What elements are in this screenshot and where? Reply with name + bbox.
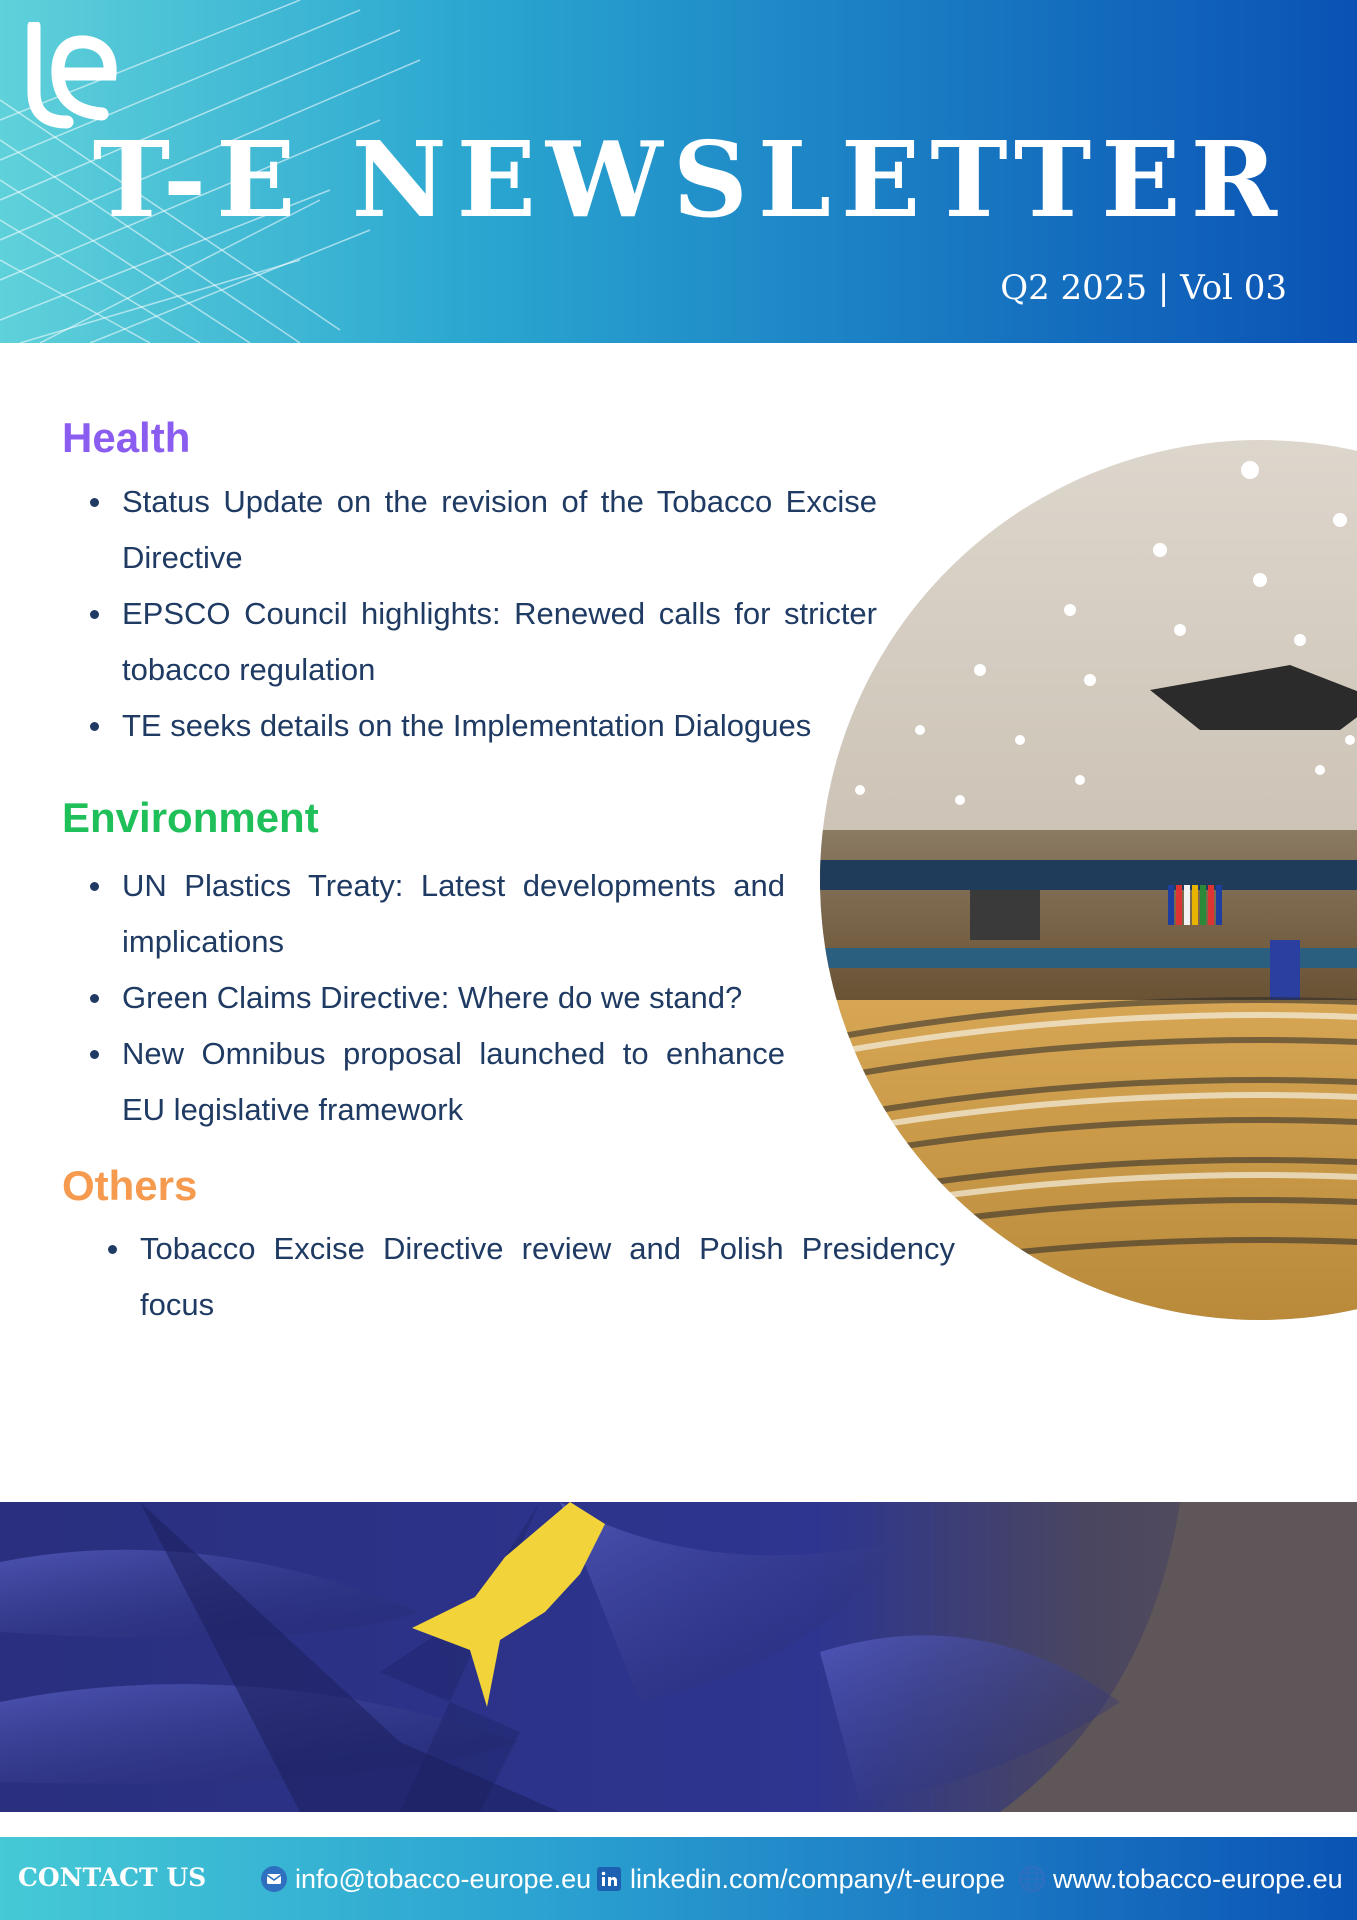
eu-flag-illustration [0,1502,1357,1812]
website-text: www.tobacco-europe.eu [1053,1863,1343,1894]
email-text: info@tobacco-europe.eu [295,1863,592,1894]
list-item-text: Status Update on the revision of the Tobacco Excise Directive [122,484,877,575]
bullet-icon [90,722,99,731]
bullet-icon [90,610,99,619]
list-item [62,586,877,698]
section-title-others: Others [62,1162,198,1209]
others-list [80,1221,955,1333]
email-link[interactable] [260,1859,591,1899]
list-item [62,698,877,754]
list-item-text: Green Claims Directive: Where do we stand? [122,980,743,1015]
list-item-text: New Omnibus proposal launched to enhance EU legislative framework [122,1036,785,1127]
linkedin-icon [595,1865,623,1893]
list-item-text: EPSCO Council highlights: Renewed calls for stricter tobacco regulation [122,596,877,687]
list-item [62,858,785,970]
list-item-text: TE seeks details on the Implementation Dialogues [122,708,812,743]
hemicycle-illustration [820,440,1357,1320]
newsletter-title: T-E NEWSLETTER [92,118,1287,241]
environment-list [62,858,785,1138]
list-item [62,1026,785,1138]
globe-icon [1018,1865,1046,1893]
parliament-photo [820,440,1357,1320]
issue-info: Q2 2025 | Vol 03 [1000,268,1287,308]
health-list [62,474,877,754]
list-item-text: Tobacco Excise Directive review and Polish Presidency focus [140,1231,955,1322]
contact-label: CONTACT US [18,1863,207,1892]
section-title-environment: Environment [62,794,319,841]
bullet-icon [90,994,99,1003]
list-item [62,970,785,1026]
list-item [80,1221,955,1333]
eu-flag-image [0,1502,1357,1812]
website-link[interactable] [1018,1859,1343,1899]
section-title-health: Health [62,414,191,461]
contact-footer [0,1837,1357,1920]
bullet-icon [90,498,99,507]
bullet-icon [108,1245,117,1254]
bullet-icon [90,882,99,891]
list-item-text: UN Plastics Treaty: Latest developments and implications [122,868,785,959]
list-item [62,474,877,586]
linkedin-link[interactable] [595,1859,1005,1899]
bullet-icon [90,1050,99,1059]
email-icon [260,1865,288,1893]
newsletter-header [0,0,1357,343]
linkedin-text: linkedin.com/company/t-europe [630,1863,1006,1894]
